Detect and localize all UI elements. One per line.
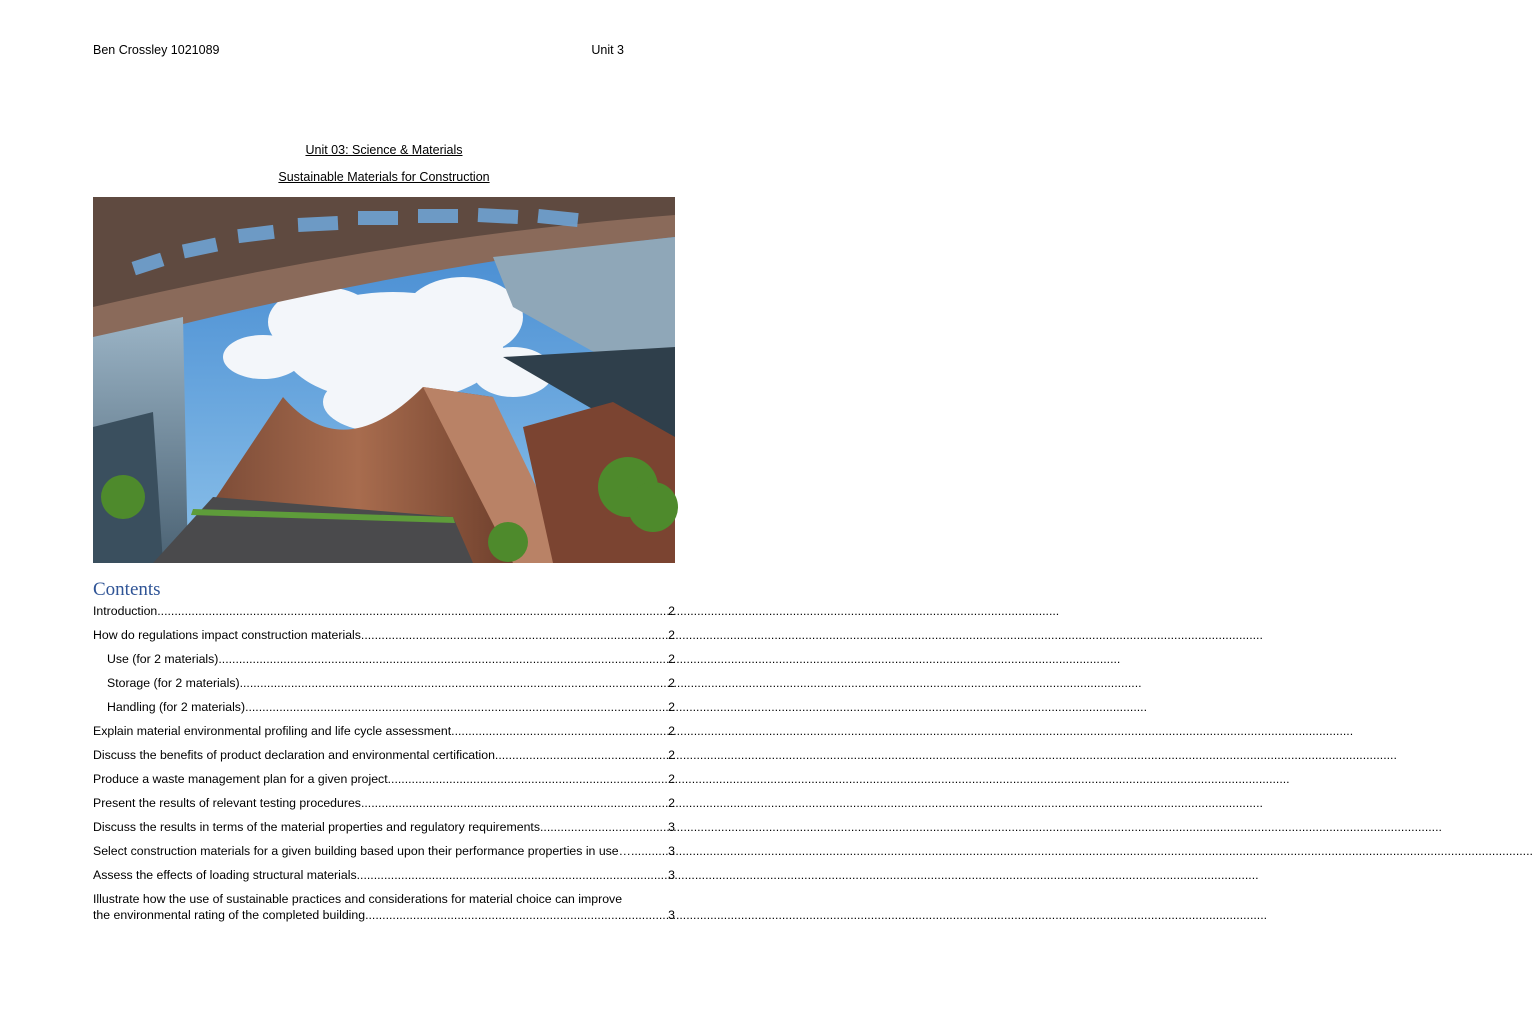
page-header <box>93 43 624 57</box>
toc-leader-dots <box>361 795 667 811</box>
header-author: Ben Crossley 1021089 <box>93 43 220 57</box>
toc-leader-dots <box>540 819 667 835</box>
toc-page-number: 2 <box>668 628 675 642</box>
toc-leader-dots <box>218 651 667 667</box>
toc-entry[interactable] <box>93 627 675 643</box>
toc-entry-label: Use (for 2 materials) <box>107 652 219 666</box>
skyscraper-fisheye-image <box>93 197 675 563</box>
toc-leader-dots <box>495 747 667 763</box>
toc-page-number: 2 <box>668 604 675 618</box>
toc-entry[interactable] <box>93 603 675 619</box>
toc-entry-label: Illustrate how the use of sustainable practices and considerations for material choice can improve <box>93 892 623 906</box>
toc-leader-dots <box>631 843 667 859</box>
toc-entry-label: Explain material environmental profiling and life cycle assessment <box>93 724 452 738</box>
toc-page-number: 2 <box>668 748 675 762</box>
toc-entry-label: Discuss the benefits of product declaration and environmental certification <box>93 748 495 762</box>
toc-entry[interactable] <box>93 723 675 739</box>
toc-heading: Contents <box>93 579 161 600</box>
toc-entry-label: Select construction materials for a given building based upon their performance properties in use… <box>93 844 631 858</box>
toc-entry[interactable] <box>93 795 675 811</box>
toc-page-number: 2 <box>668 700 675 714</box>
toc-entry-label: How do regulations impact construction materials <box>93 628 361 642</box>
toc-entry[interactable] <box>93 843 675 859</box>
toc-leader-dots <box>240 675 668 691</box>
toc-page-number: 2 <box>668 676 675 690</box>
document-subtitle: Sustainable Materials for Construction <box>278 170 490 184</box>
toc-entry[interactable] <box>93 771 675 787</box>
toc-entry-label-continued: the environmental rating of the completed building <box>93 908 366 922</box>
toc-entry-label: Introduction <box>93 604 158 618</box>
toc-entry-label: Handling (for 2 materials) <box>107 700 246 714</box>
toc-subentry[interactable] <box>93 699 675 715</box>
toc-leader-dots <box>361 627 667 643</box>
toc-leader-dots <box>245 699 667 715</box>
toc-entry[interactable] <box>93 747 675 763</box>
cover-photo <box>93 197 675 563</box>
toc-entry-label: Discuss the results in terms of the material properties and regulatory requirements <box>93 820 540 834</box>
toc-entry[interactable] <box>93 891 675 923</box>
toc-subentry[interactable] <box>93 675 675 691</box>
table-of-contents <box>93 603 675 931</box>
toc-page-number: 2 <box>668 772 675 786</box>
toc-entry-label: Storage (for 2 materials) <box>107 676 240 690</box>
toc-entry[interactable] <box>93 867 675 883</box>
toc-leader-dots <box>388 771 668 787</box>
toc-page-number: 3 <box>668 844 675 858</box>
toc-entry-label: Present the results of relevant testing procedures <box>93 796 361 810</box>
toc-leader-dots <box>451 723 667 739</box>
toc-leader-dots <box>157 603 667 619</box>
unit-title: Unit 03: Science & Materials <box>305 143 463 157</box>
toc-leader-dots <box>365 907 667 923</box>
toc-page-number: 3 <box>668 908 675 922</box>
toc-entry[interactable] <box>93 819 675 835</box>
toc-leader-dots <box>357 867 668 883</box>
toc-page-number: 2 <box>668 796 675 810</box>
toc-page-number: 2 <box>668 652 675 666</box>
toc-entry-label: Produce a waste management plan for a given project <box>93 772 388 786</box>
toc-page-number: 3 <box>668 820 675 834</box>
toc-page-number: 2 <box>668 724 675 738</box>
toc-entry-label: Assess the effects of loading structural materials <box>93 868 357 882</box>
header-unit: Unit 3 <box>591 43 624 57</box>
toc-page-number: 3 <box>668 868 675 882</box>
toc-subentry[interactable] <box>93 651 675 667</box>
